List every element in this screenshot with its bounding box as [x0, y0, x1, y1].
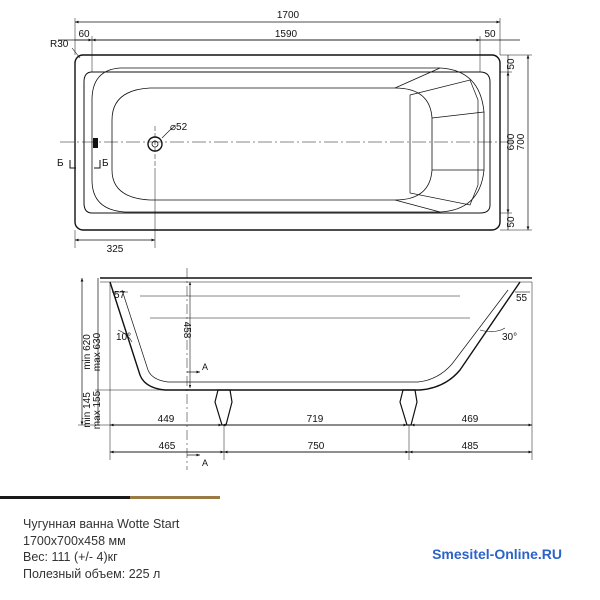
dim-min-145: min 145 — [82, 392, 93, 428]
dim-50-top: 50 — [484, 29, 496, 40]
dim-449: 449 — [157, 414, 175, 425]
dim-719: 719 — [306, 414, 324, 425]
dim-485: 485 — [461, 441, 479, 452]
dim-min-620: min 620 — [82, 334, 93, 370]
dim-465: 465 — [158, 441, 176, 452]
dim-458: 458 — [181, 321, 192, 339]
side-view — [78, 268, 532, 470]
divider-gold — [130, 496, 220, 499]
dim-drain-diameter: ⌀52 — [170, 122, 188, 133]
product-caption — [23, 516, 179, 582]
site-link[interactable]: Smesitel-Online.RU — [432, 546, 562, 562]
dim-600: 600 — [506, 133, 517, 151]
dimension-labels — [50, 10, 528, 468]
dim-1590: 1590 — [274, 29, 298, 40]
dim-50-right-bottom: 50 — [506, 216, 517, 228]
caption-dimensions: 1700x700x458 мм — [23, 533, 126, 548]
dim-angle-30: 30° — [502, 332, 518, 343]
top-view — [58, 18, 532, 248]
dim-1700: 1700 — [276, 10, 300, 21]
dim-max-630: max 630 — [92, 332, 103, 372]
view-mark-a-bottom: A — [202, 458, 209, 468]
caption-volume: Полезный объем: 225 л — [23, 566, 161, 581]
section-mark-left: Б — [57, 158, 64, 169]
caption-title: Чугунная ванна Wotte Start — [23, 517, 180, 531]
divider-dark — [0, 496, 130, 499]
dim-57: 57 — [114, 290, 126, 301]
dim-55: 55 — [516, 293, 528, 304]
dim-angle-10: 10° — [116, 332, 132, 343]
view-mark-a-top: A — [202, 362, 209, 372]
dim-750: 750 — [307, 441, 325, 452]
dim-325: 325 — [106, 244, 124, 255]
dim-r30: R30 — [50, 39, 69, 50]
dim-469: 469 — [461, 414, 479, 425]
dim-60: 60 — [78, 29, 90, 40]
dim-50-right-top: 50 — [506, 58, 517, 70]
dim-max-155: max 155 — [92, 390, 103, 430]
section-mark-right: Б — [102, 158, 109, 169]
dim-700: 700 — [516, 133, 527, 151]
caption-weight: Вес: 111 (+/- 4)кг — [23, 550, 118, 565]
